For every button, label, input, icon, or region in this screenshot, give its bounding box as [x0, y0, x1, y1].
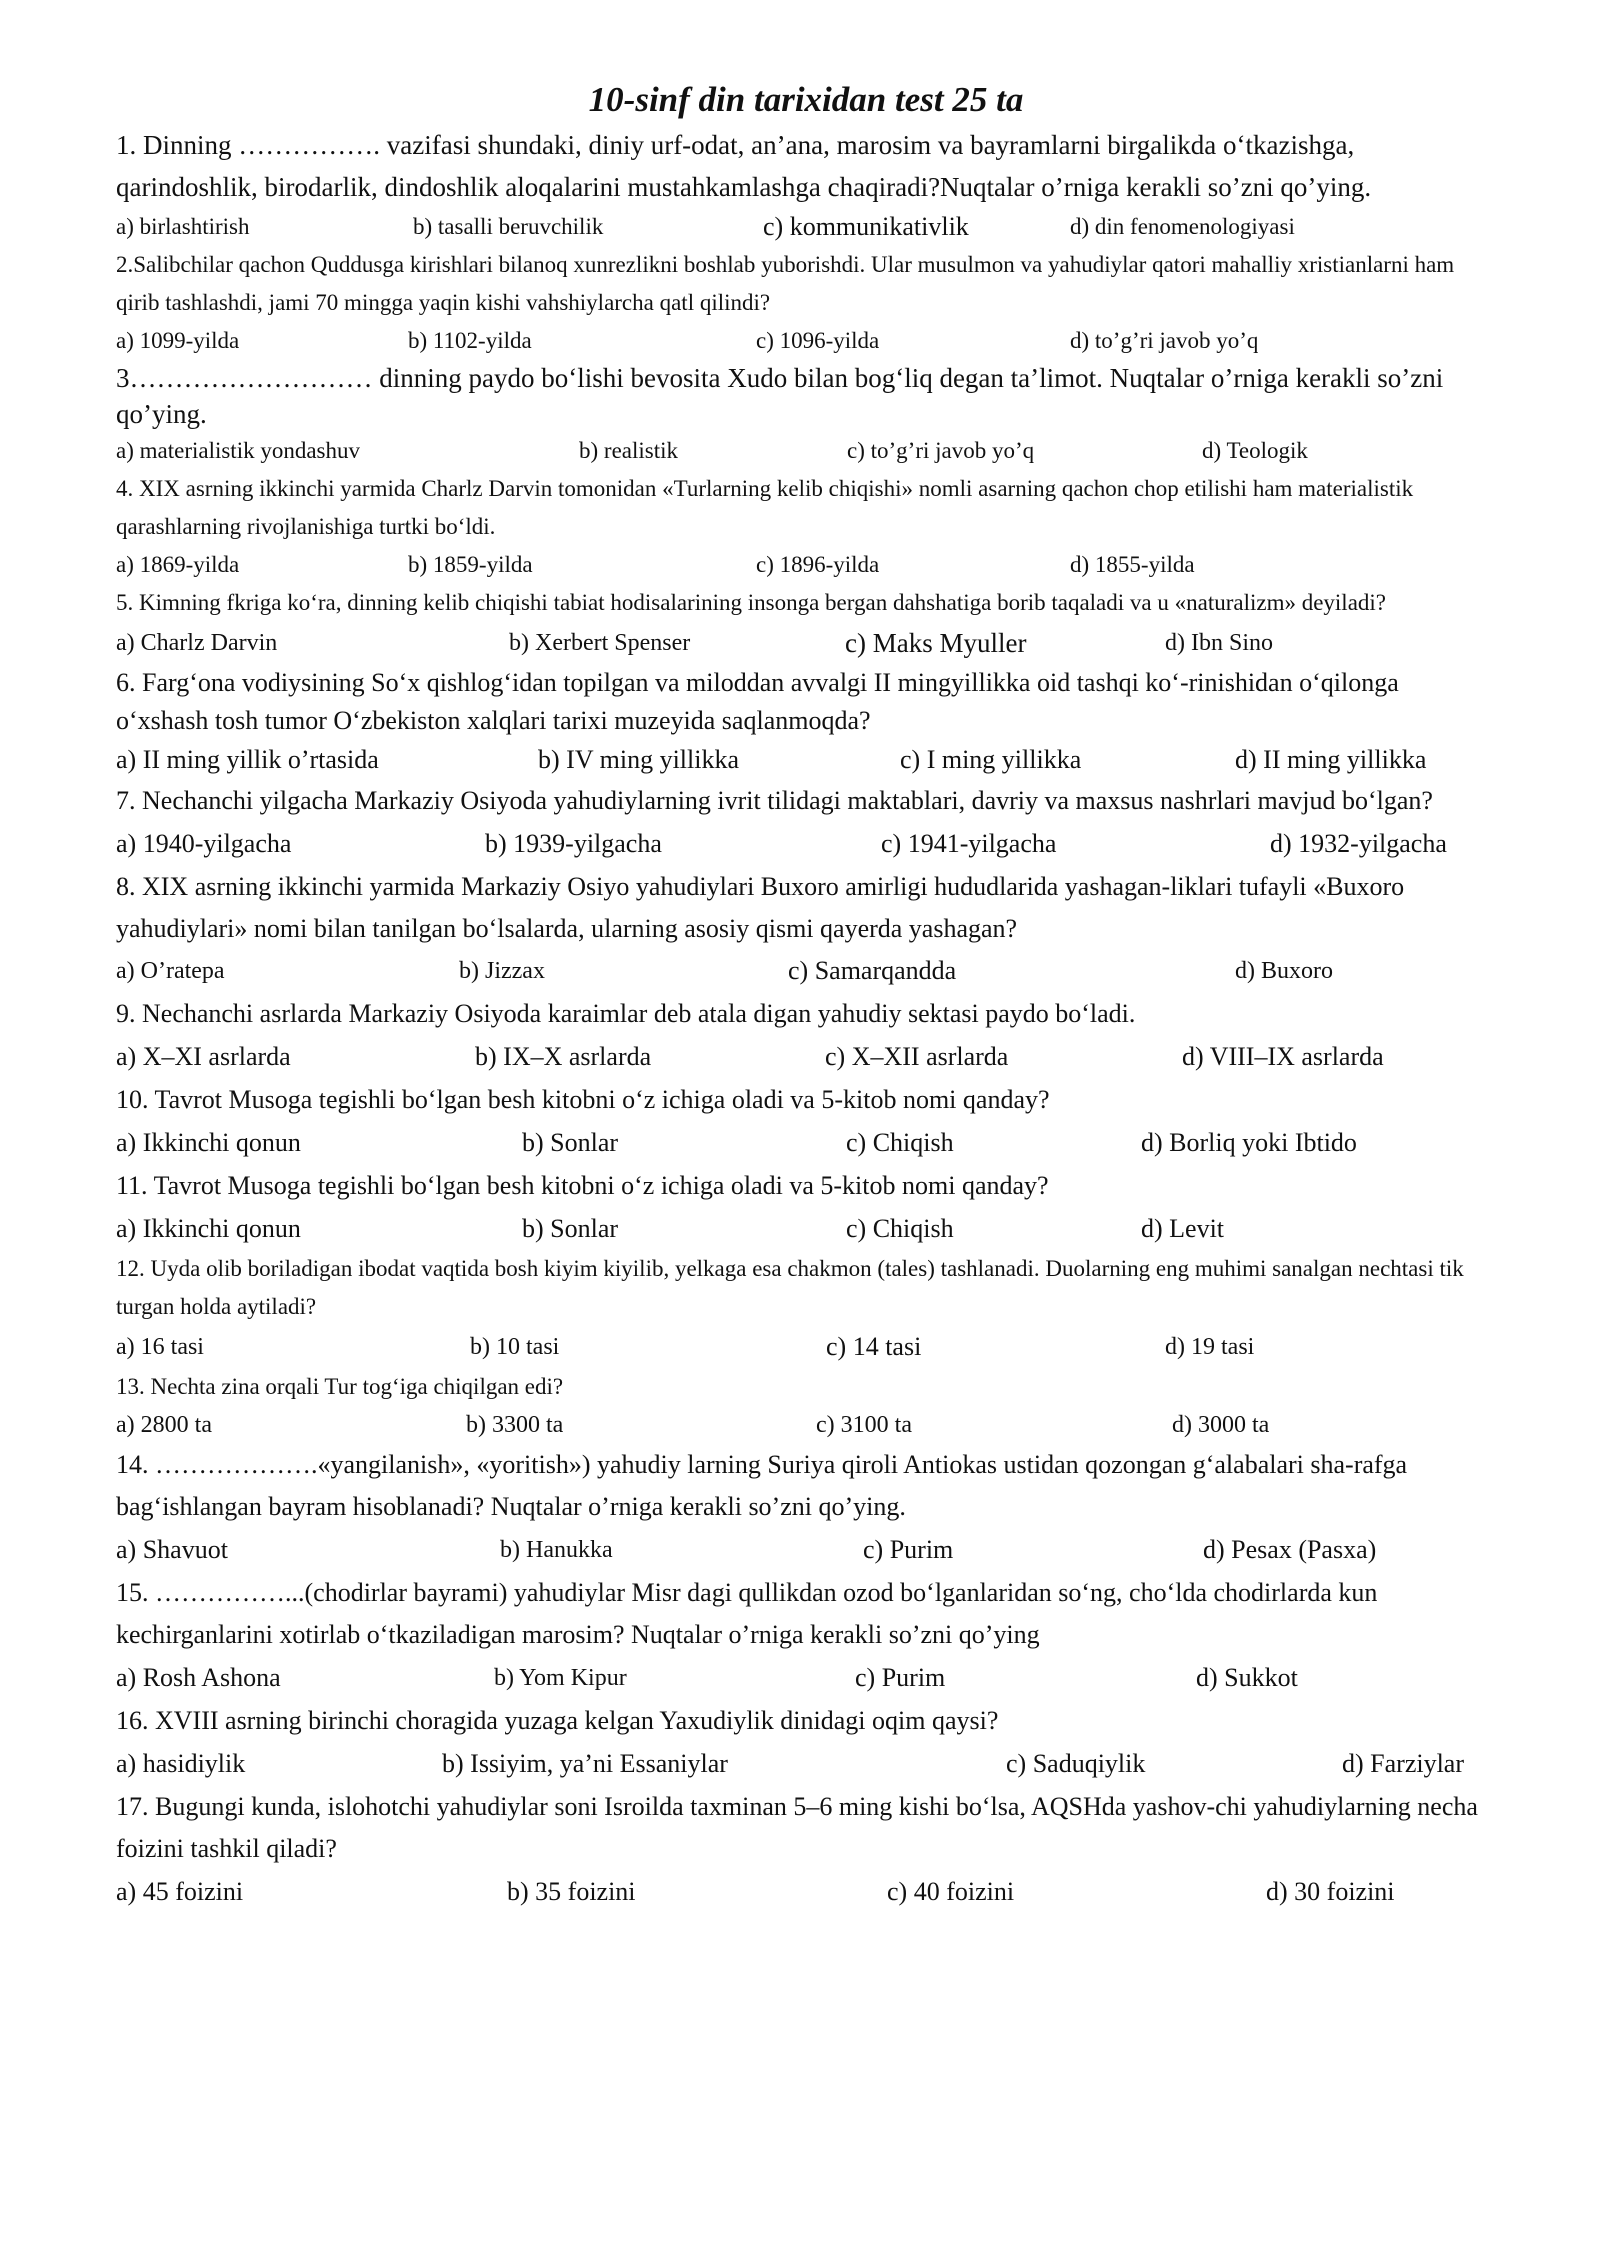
- option-d: d) VIII–IX asrlarda: [1182, 1042, 1384, 1071]
- option-d: d) Borliq yoki Ibtido: [1141, 1128, 1357, 1157]
- question-17: [116, 1786, 1496, 1914]
- question-11: [116, 1164, 1496, 1250]
- option-d: d) Sukkot: [1196, 1663, 1298, 1692]
- question-text: 16. XVIII asrning birinchi choragida yuzaga kelgan Yaxudiylik dinidagi oqim qaysi?: [116, 1706, 999, 1735]
- option-a: a) materialistik yondashuv: [116, 438, 360, 463]
- option-a: a) birlashtirish: [116, 214, 250, 239]
- option-c: c) 1896-yilda: [756, 552, 880, 577]
- option-c: c) kommunikativlik: [763, 212, 969, 241]
- question-4: [116, 470, 1496, 584]
- option-d: d) Levit: [1141, 1214, 1225, 1243]
- question-text: 1. Dinning ……………. vazifasi shundaki, diniy urf-odat, an’ana, marosim va bayramlarni birgalikda o‘tkazishga, qarindoshlik, birodarlik, dindoshlik aloqalarini mustahkamlashga chaqiradi?Nuqtalar o’rniga kerakli so’zni qo’ying.: [116, 130, 1372, 202]
- answer-options: [116, 1528, 1496, 1572]
- question-text: 7. Nechanchi yilgacha Markaziy Osiyoda yahudiylarning ivrit tilidagi maktablari, davriy va maxsus nashrlari mavjud bo‘lgan?: [116, 786, 1433, 815]
- option-d: d) 30 foizini: [1266, 1877, 1395, 1906]
- question-text: 3……………………… dinning paydo bo‘lishi bevosita Xudo bilan bog‘liq degan ta’limot. Nuqtalar o’rniga kerakli so’zni qo’ying.: [116, 363, 1444, 429]
- option-d: d) Pesax (Pasxa): [1203, 1535, 1377, 1564]
- option-d: d) II ming yillikka: [1235, 745, 1427, 774]
- page-title: 10-sinf din tarixidan test 25 ta: [588, 80, 1024, 119]
- option-d: d) Buxoro: [1235, 958, 1333, 984]
- answer-options: [116, 1208, 1496, 1250]
- option-b: b) Yom Kipur: [494, 1665, 627, 1691]
- option-d: d) 1855-yilda: [1070, 552, 1195, 577]
- option-b: b) tasalli beruvchilik: [413, 214, 604, 239]
- answer-options: [116, 1870, 1496, 1914]
- option-a: a) 2800 ta: [116, 1412, 212, 1438]
- answer-options: [116, 208, 1496, 246]
- option-b: b) Sonlar: [522, 1128, 619, 1157]
- question-text: 8. XIX asrning ikkinchi yarmida Markaziy Osiyo yahudiylari Buxoro amirligi hududlarida yashagan-liklari tufayli «Buxoro yahudiylari» nomi bilan tanilgan bo‘lsalarda, ularning asosiy qismi qayerda yashagan?: [116, 872, 1405, 943]
- option-b: b) 1102-yilda: [408, 328, 532, 353]
- question-text: 9. Nechanchi asrlarda Markaziy Osiyoda karaimlar deb atala digan yahudiy sektasi paydo bo‘ladi.: [116, 999, 1136, 1028]
- answer-options: [116, 740, 1496, 780]
- option-a: a) Rosh Ashona: [116, 1663, 281, 1692]
- option-a: a) O’ratepa: [116, 958, 225, 984]
- option-c: c) Purim: [863, 1535, 954, 1564]
- answer-options: [116, 1122, 1496, 1164]
- option-b: b) 3300 ta: [466, 1412, 564, 1438]
- option-c: c) Chiqish: [846, 1128, 954, 1157]
- option-d: d) Teologik: [1202, 438, 1308, 463]
- option-c: c) 1941-yilgacha: [881, 829, 1057, 858]
- test-page: [116, 76, 1496, 1914]
- option-b: b) IV ming yillikka: [538, 745, 740, 774]
- answer-options: [116, 950, 1496, 992]
- question-12: [116, 1250, 1496, 1368]
- answer-options: [116, 1656, 1496, 1700]
- answer-options: [116, 1036, 1496, 1078]
- question-6: [116, 664, 1496, 780]
- option-c: c) Saduqiylik: [1006, 1749, 1146, 1778]
- option-a: a) 1099-yilda: [116, 328, 240, 353]
- answer-options: [116, 322, 1496, 360]
- question-8: [116, 866, 1496, 992]
- option-b: b) Hanukka: [500, 1537, 613, 1563]
- option-a: a) Ikkinchi qonun: [116, 1214, 301, 1243]
- option-c: c) 1096-yilda: [756, 328, 880, 353]
- answer-options: [116, 546, 1496, 584]
- option-b: b) IX–X asrlarda: [475, 1042, 652, 1071]
- option-d: d) Ibn Sino: [1165, 630, 1273, 656]
- question-text: 15. ……………...(chodirlar bayrami) yahudiylar Misr dagi qullikdan ozod bo‘lganlaridan so‘ng, cho‘lda chodirlarda kun kechirganlarini xotirlab o‘tkaziladigan marosim? Nuqtalar o’rniga kerakli so’zni qo’ying: [116, 1578, 1378, 1649]
- question-5: [116, 584, 1496, 664]
- question-text: 10. Tavrot Musoga tegishli bo‘lgan besh kitobni o‘z ichiga oladi va 5-kitob nomi qanday?: [116, 1085, 1050, 1114]
- question-text: 2.Salibchilar qachon Quddusga kirishlari bilanoq xunrezlikni boshlab yuborishdi. Ular musulmon va yahudiylar qatori mahalliy xristianlarni ham qirib tashlashdi, jami 70 mingga yaqin kishi vahshiylarcha qatl qilindi?: [116, 252, 1455, 315]
- answer-options: [116, 432, 1496, 470]
- option-b: b) Sonlar: [522, 1214, 619, 1243]
- option-c: c) X–XII asrlarda: [825, 1042, 1009, 1071]
- question-14: [116, 1444, 1496, 1572]
- answer-options: [116, 1406, 1496, 1444]
- option-b: b) 10 tasi: [470, 1334, 560, 1360]
- option-d: d) din fenomenologiyasi: [1070, 214, 1295, 239]
- option-c: c) 3100 ta: [816, 1412, 912, 1438]
- answer-options: [116, 822, 1496, 866]
- option-c: c) Chiqish: [846, 1214, 954, 1243]
- option-d: d) to’g’ri javob yo’q: [1070, 328, 1259, 353]
- question-15: [116, 1572, 1496, 1700]
- option-a: a) 16 tasi: [116, 1334, 204, 1360]
- question-9: [116, 992, 1496, 1078]
- question-text: 12. Uyda olib boriladigan ibodat vaqtida bosh kiyim kiyilib, yelkaga esa chakmon (tales) tashlanadi. Duolarning eng muhimi sanalgan nechtasi tik turgan holda aytiladi?: [116, 1256, 1464, 1319]
- option-c: c) to’g’ri javob yo’q: [847, 438, 1035, 463]
- option-a: a) 1940-yilgacha: [116, 829, 292, 858]
- answer-options: [116, 1326, 1496, 1368]
- question-7: [116, 780, 1496, 866]
- option-a: a) Charlz Darvin: [116, 630, 278, 656]
- question-3: [116, 360, 1496, 470]
- option-d: d) 1932-yilgacha: [1270, 829, 1447, 858]
- option-b: b) 1859-yilda: [408, 552, 533, 577]
- option-c: c) I ming yillikka: [900, 745, 1082, 774]
- option-d: d) Farziylar: [1342, 1749, 1465, 1778]
- option-b: b) 35 foizini: [507, 1877, 636, 1906]
- option-d: d) 3000 ta: [1172, 1412, 1270, 1438]
- option-c: c) 14 tasi: [826, 1332, 922, 1361]
- question-13: [116, 1368, 1496, 1444]
- question-1: [116, 124, 1496, 246]
- question-2: [116, 246, 1496, 360]
- option-c: c) 40 foizini: [887, 1877, 1015, 1906]
- question-text: 11. Tavrot Musoga tegishli bo‘lgan besh kitobni o‘z ichiga oladi va 5-kitob nomi qanday?: [116, 1171, 1049, 1200]
- question-text: 17. Bugungi kunda, islohotchi yahudiylar soni Isroilda taxminan 5–6 ming kishi bo‘lsa, AQSHda yashov-chi yahudiylarning necha foizini tashkil qiladi?: [116, 1792, 1478, 1863]
- option-b: b) Issiyim, ya’ni Essaniylar: [442, 1749, 728, 1778]
- option-b: b) Xerbert Spenser: [509, 630, 691, 656]
- option-c: c) Maks Myuller: [845, 628, 1027, 658]
- question-16: [116, 1700, 1496, 1786]
- option-c: c) Samarqandda: [788, 956, 957, 985]
- option-b: b) 1939-yilgacha: [485, 829, 662, 858]
- option-a: a) X–XI asrlarda: [116, 1042, 291, 1071]
- option-a: a) II ming yillik o’rtasida: [116, 745, 379, 774]
- question-text: 13. Nechta zina orqali Tur tog‘iga chiqilgan edi?: [116, 1374, 564, 1399]
- option-a: a) hasidiylik: [116, 1749, 246, 1778]
- option-a: a) Shavuot: [116, 1535, 228, 1564]
- option-b: b) realistik: [579, 438, 678, 463]
- option-d: d) 19 tasi: [1165, 1334, 1255, 1360]
- option-a: a) Ikkinchi qonun: [116, 1128, 301, 1157]
- question-text: 6. Farg‘ona vodiysining So‘x qishlog‘idan topilgan va miloddan avvalgi II mingyillikka oid tashqi ko‘-rinishidan o‘qilonga o‘xshash tosh tumor O‘zbekiston xalqlari tarixi muzeyida saqlanmoqda?: [116, 668, 1399, 735]
- answer-options: [116, 622, 1496, 664]
- option-a: a) 45 foizini: [116, 1877, 244, 1906]
- question-text: 14. ……………….«yangilanish», «yoritish») yahudiy larning Suriya qiroli Antiokas ustidan qozongan g‘alabalari sha-rafga bag‘ishlangan bayram hisoblanadi? Nuqtalar o’rniga kerakli so’zni qo’ying.: [116, 1450, 1408, 1521]
- question-10: [116, 1078, 1496, 1164]
- question-text: 5. Kimning fkriga ko‘ra, dinning kelib chiqishi tabiat hodisalarining insonga bergan dahshatiga borib taqaladi va u «naturalizm» deyiladi?: [116, 590, 1387, 615]
- answer-options: [116, 1742, 1496, 1786]
- option-c: c) Purim: [855, 1663, 946, 1692]
- option-b: b) Jizzax: [459, 958, 545, 984]
- option-a: a) 1869-yilda: [116, 552, 240, 577]
- question-text: 4. XIX asrning ikkinchi yarmida Charlz Darvin tomonidan «Turlarning kelib chiqishi» nomli asarning qachon chop etilishi ham materialistik qarashlarning rivojlanishiga turtki bo‘ldi.: [116, 476, 1414, 539]
